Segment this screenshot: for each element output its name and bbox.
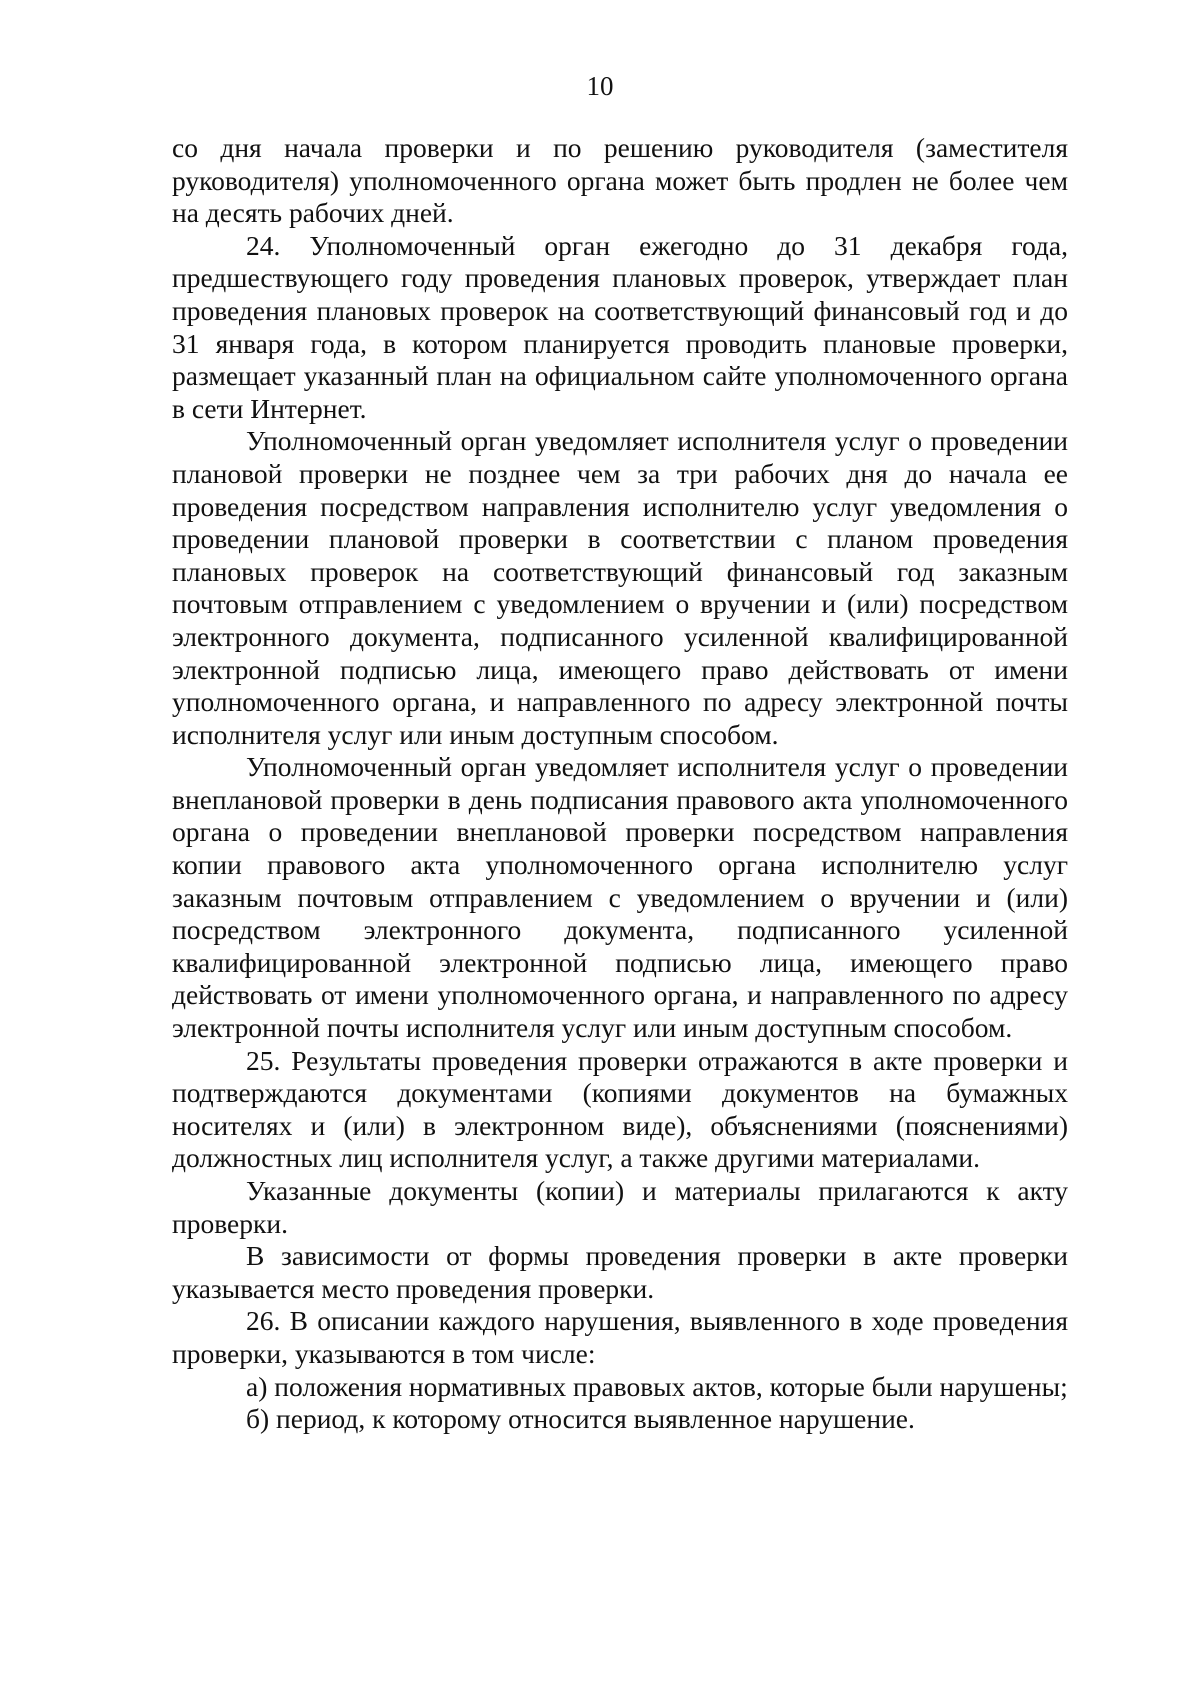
- paragraph-item-25: 25. Результаты проведения проверки отражаются в акте проверки и подтверждаются документами (копиями документов на бумажных носителях и (или) в электронном виде), объяснениями (пояснениями) должностных лиц исполнителя услуг, а также другими материалами.: [172, 1044, 1068, 1174]
- paragraph-continuation: со дня начала проверки и по решению руководителя (заместителя руководителя) уполномоченного органа может быть продлен не более чем на десять рабочих дней.: [172, 132, 1068, 229]
- paragraph-planned-inspection-notice: Уполномоченный орган уведомляет исполнителя услуг о проведении плановой проверки не позднее чем за три рабочих дня до начала ее проведения посредством направления исполнителю услуг уведомления о проведении плановой проверки в соответствии с планом проведения плановых проверок на соответствующий финансовый год заказным почтовым отправлением с уведомлением о вручении и (или) посредством электронного документа, подписанного усиленной квалифицированной электронной подписью лица, имеющего право действовать от имени уполномоченного органа, и направленного по адресу электронной почты исполнителя услуг или иным доступным способом.: [172, 425, 1068, 750]
- page-number: 10: [586, 71, 614, 101]
- list-item-b: б) период, к которому относится выявленное нарушение.: [246, 1403, 915, 1435]
- paragraph-unplanned-inspection-notice: Уполномоченный орган уведомляет исполнителя услуг о проведении внеплановой проверки в день подписания правового акта уполномоченного органа о проведении внеплановой проверки посредством направления копии правового акта уполномоченного органа исполнителю услуг заказным почтовым отправлением с уведомлением о вручении и (или) посредством электронного документа, подписанного усиленной квалифицированной электронной подписью лица, имеющего право действовать от имени уполномоченного органа, и направленного по адресу электронной почты исполнителя услуг или иным доступным способом.: [172, 751, 1068, 1044]
- paragraph-attached-documents: Указанные документы (копии) и материалы прилагаются к акту проверки.: [172, 1175, 1068, 1239]
- paragraph-item-24: 24. Уполномоченный орган ежегодно до 31 декабря года, предшествующего году проведения плановых проверок, утверждает план проведения плановых проверок на соответствующий финансовый год и до 31 января года, в котором планируется проводить плановые проверки, размещает указанный план на официальном сайте уполномоченного органа в сети Интернет.: [172, 229, 1068, 424]
- paragraph-inspection-location: В зависимости от формы проведения проверки в акте проверки указывается место проведения проверки.: [172, 1240, 1068, 1304]
- list-item-a: а) положения нормативных правовых актов, которые были нарушены;: [246, 1370, 1068, 1402]
- document-body: [172, 132, 1068, 1436]
- paragraph-item-26: 26. В описании каждого нарушения, выявленного в ходе проведения проверки, указываются в том числе:: [172, 1305, 1068, 1369]
